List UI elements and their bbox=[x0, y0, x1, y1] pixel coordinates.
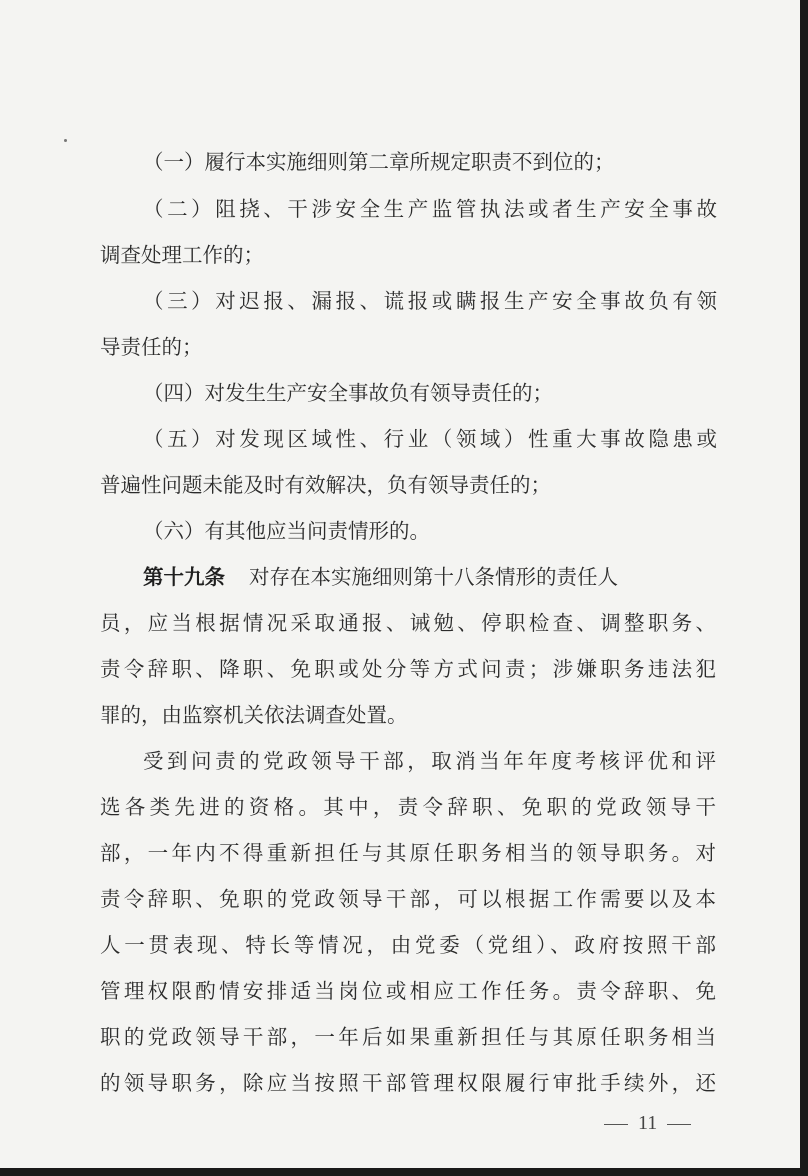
article-heading: 第十九条 bbox=[143, 565, 225, 589]
paragraph-2-line-1: 受到问责的党政领导干部，取消当年年度考核评优和评 bbox=[143, 749, 716, 773]
paragraph-2-line-6: 管理权限酌情安排适当岗位或相应工作任务。责令辞职、免 bbox=[100, 979, 716, 1003]
article-19-line-4: 罪的，由监察机关依法调查处置。 bbox=[100, 703, 408, 727]
article-19-line-1-text: 对存在本实施细则第十八条情形的责任人 bbox=[249, 565, 618, 589]
paragraph-2-line-8: 的领导职务，除应当按照干部管理权限履行审批手续外，还 bbox=[100, 1071, 716, 1095]
clause-2-line-1: （二）阻挠、干涉安全生产监管执法或者生产安全事故 bbox=[143, 197, 717, 221]
page-number-value: 11 bbox=[638, 1112, 658, 1134]
page-number-dash-left bbox=[604, 1124, 628, 1125]
clause-1: （一）履行本实施细则第二章所规定职责不到位的； bbox=[143, 150, 615, 174]
clause-2-line-2: 调查处理工作的； bbox=[100, 243, 264, 267]
clause-3-line-2: 导责任的； bbox=[100, 335, 203, 359]
paragraph-2-line-3: 部，一年内不得重新担任与其原任职务相当的领导职务。对 bbox=[100, 841, 716, 865]
clause-5-line-1: （五）对发现区域性、行业（领域）性重大事故隐患或 bbox=[143, 427, 717, 451]
paragraph-2-line-4: 责令辞职、免职的党政领导干部，可以根据工作需要以及本 bbox=[100, 887, 716, 911]
clause-5-line-2: 普遍性问题未能及时有效解决，负有领导责任的； bbox=[100, 473, 551, 497]
clause-6: （六）有其他应当问责情形的。 bbox=[143, 519, 430, 543]
article-19-line-1 bbox=[143, 560, 723, 590]
clause-3-line-1: （三）对迟报、漏报、谎报或瞒报生产安全事故负有领 bbox=[143, 289, 717, 313]
article-19-line-3: 责令辞职、降职、免职或处分等方式问责；涉嫌职务违法犯 bbox=[100, 657, 716, 681]
page-number bbox=[594, 1112, 701, 1135]
article-19-line-2: 员，应当根据情况采取通报、诫勉、停职检查、调整职务、 bbox=[100, 611, 716, 635]
page-number-dash-right bbox=[667, 1124, 691, 1125]
paragraph-2-line-5: 人一贯表现、特长等情况，由党委（党组）、政府按照干部 bbox=[100, 933, 716, 957]
clause-4: （四）对发生生产安全事故负有领导责任的； bbox=[143, 381, 553, 405]
scan-border bbox=[0, 1168, 808, 1176]
paragraph-2-line-2: 选各类先进的资格。其中，责令辞职、免职的党政领导干 bbox=[100, 795, 716, 819]
scan-speck bbox=[64, 139, 67, 142]
paragraph-2-line-7: 职的党政领导干部，一年后如果重新担任与其原任职务相当 bbox=[100, 1025, 716, 1049]
